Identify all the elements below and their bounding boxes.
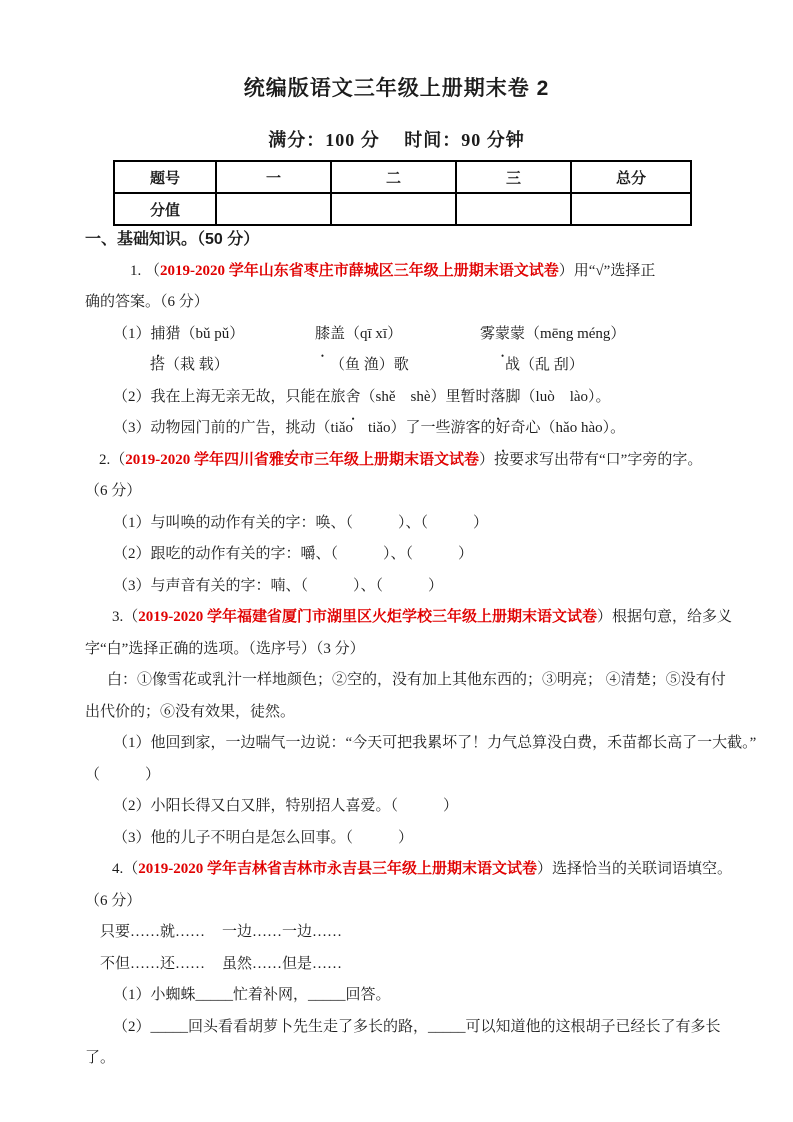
q4-connective-3: 不但……还…… bbox=[100, 955, 206, 972]
q3-sub1-line2: （ ） bbox=[85, 766, 161, 783]
q4-connective-4: 虽然……但是…… bbox=[222, 955, 343, 972]
q1-sub1-item3-dotted-char: 蒙 bbox=[495, 325, 511, 342]
q1-sub1-item3-post: 蒙（mēng méng） bbox=[510, 325, 626, 342]
exam-score-time-line: 满分：100 分 时间：90 分钟 bbox=[268, 130, 525, 150]
q2-number: 2.（ bbox=[99, 451, 126, 468]
q4-sub2-line1: （2）_____回头看看胡萝卜先生走了多长的路，_____可以知道他的这根胡子已经长了有多长 bbox=[113, 1018, 721, 1035]
q3-stem: ）根据句意，给多义 bbox=[597, 609, 733, 625]
q4-connectives-row1 bbox=[85, 917, 708, 949]
q3-definitions-line1: 白：①像雪花或乳汁一样地颜色；②空的，没有加上其他东西的；③明亮； ④清楚；⑤没有付 bbox=[107, 672, 726, 688]
q4-connective-1: 只要……就…… bbox=[100, 924, 206, 940]
exam-body bbox=[85, 224, 757, 1075]
score-table bbox=[113, 160, 692, 226]
q1-source: 2019-2020 学年山东省枣庄市薛城区三年级上册期末语文试卷 bbox=[160, 262, 559, 279]
q1-sub1-item1-pre: （1） bbox=[113, 325, 151, 342]
q1-sub1-item1-post: 猎（bǔ pǔ） bbox=[165, 325, 245, 342]
q1-sub1-item2-post: 盖（qī xī） bbox=[330, 325, 403, 342]
score-table-cell-part2: 二 bbox=[331, 161, 456, 193]
q4-sub2-line2: 了。 bbox=[85, 1050, 116, 1066]
section1-heading: 一、基础知识。（50 分） bbox=[85, 231, 260, 248]
q1-sub2-dotted-char2: 落 bbox=[490, 388, 506, 405]
score-table-cell-value2 bbox=[331, 193, 456, 225]
q1-sub2-text3: 脚（luò lào）。 bbox=[505, 388, 611, 405]
page-title: 统编版语文三年级上册期末卷 2 bbox=[243, 77, 550, 100]
q2-stem: ）按要求写出带有“口”字旁的字。 bbox=[479, 451, 703, 468]
q1-sub1-item2 bbox=[315, 319, 402, 351]
q1-sub2 bbox=[85, 382, 708, 414]
q1-sub2-dotted-char1: 舍 bbox=[345, 388, 361, 405]
q4-source: 2019-2020 学年吉林省吉林市永吉县三年级上册期末语文试卷 bbox=[138, 861, 538, 877]
q1-sub1-item3 bbox=[480, 319, 625, 351]
score-table-cell-value1 bbox=[216, 193, 331, 225]
q2-sub2: （2）跟吃的动作有关的字：嚼、（ ）、（ ） bbox=[113, 546, 474, 562]
q4-sub1: （1）小蜘蛛_____忙着补网，_____回答。 bbox=[113, 987, 391, 1003]
score-table-cell-total: 总分 bbox=[571, 161, 691, 193]
q2-header bbox=[85, 445, 708, 477]
q1-header-cont: 确的答案。（6 分） bbox=[85, 294, 209, 310]
score-table-cell-value3 bbox=[456, 193, 571, 225]
q2-source: 2019-2020 学年四川省雅安市三年级上册期末语文试卷 bbox=[125, 451, 480, 468]
score-table-cell-value-label: 分值 bbox=[114, 193, 216, 225]
q1-sub3-text3: 奇心（hǎo hào）。 bbox=[510, 420, 626, 436]
q3-definitions-line2: 出代价的；⑥没有效果，徒然。 bbox=[85, 703, 296, 720]
q1-sub3-text1: （3）动物园门前的广告， bbox=[113, 420, 286, 436]
q1-header bbox=[85, 256, 708, 288]
q4-number: 4.（ bbox=[112, 861, 139, 877]
q1-sub2-text1: （2）我在上海无亲无故，只能在旅 bbox=[113, 388, 346, 405]
q1-sub1-row2-item3: 战（乱 刮） bbox=[505, 357, 584, 373]
q2-header-cont: （6 分） bbox=[85, 483, 142, 499]
score-table-cell-part1: 一 bbox=[216, 161, 331, 193]
q1-sub1-row1 bbox=[85, 319, 708, 351]
q3-sub3: （3）他的儿子不明白是怎么回事。（ ） bbox=[113, 829, 414, 846]
q4-connectives-row2 bbox=[85, 949, 708, 981]
q4-header-cont: （6 分） bbox=[85, 892, 142, 909]
q1-sub2-text2: （shě shè）里暂时 bbox=[360, 388, 491, 405]
q4-header bbox=[85, 854, 733, 886]
q1-sub1-item1 bbox=[113, 319, 244, 351]
q3-sub2: （2）小阳长得又白又胖，特别招人喜爱。（ ） bbox=[113, 798, 459, 814]
q1-stem: ）用“√”选择正 bbox=[558, 262, 656, 279]
q2-sub3: （3）与声音有关的字：喃、（ ）、（ ） bbox=[113, 577, 444, 594]
score-table-cell-label: 题号 bbox=[114, 161, 216, 193]
q1-sub3-dotted-char1: 挑 bbox=[285, 420, 301, 436]
q1-sub3-text2: 动（tiǎo tiǎo）了一些游客的 bbox=[300, 420, 496, 436]
q1-sub3-dotted-char2: 好 bbox=[495, 420, 511, 436]
score-table-value-row bbox=[114, 193, 691, 225]
q1-sub1-row2-item1: 搭（栽 载） bbox=[150, 357, 229, 373]
q4-connective-2: 一边……一边…… bbox=[222, 924, 343, 940]
q1-number: 1. （ bbox=[130, 262, 161, 279]
score-table-header-row bbox=[114, 161, 691, 193]
q3-number: 3.（ bbox=[112, 609, 139, 625]
q3-header bbox=[85, 602, 733, 634]
q1-sub1-row2 bbox=[85, 350, 708, 382]
q2-sub1: （1）与叫唤的动作有关的字：唤、（ ）、（ ） bbox=[113, 514, 489, 531]
q4-stem: ）选择恰当的关联词语填空。 bbox=[537, 861, 733, 877]
q3-sub1-line1: （1）他回到家，一边喘气一边说：“今天可把我累坏了！力气总算没白费，禾苗都长高了一大截。” bbox=[113, 735, 757, 751]
q1-sub1-item2-dotted-char: 膝 bbox=[315, 325, 331, 342]
q3-source: 2019-2020 学年福建省厦门市湖里区火炬学校三年级上册期末语文试卷 bbox=[138, 609, 598, 625]
q1-sub1-row2-item2: （鱼 渔）歌 bbox=[330, 357, 409, 373]
q3-header-cont: 字“白”选择正确的选项。（选序号）（3 分） bbox=[85, 640, 365, 657]
q1-sub1-item3-pre: 雾 bbox=[480, 325, 496, 342]
score-table-cell-value-total bbox=[571, 193, 691, 225]
q1-sub3 bbox=[85, 413, 708, 445]
score-table-cell-part3: 三 bbox=[456, 161, 571, 193]
q1-sub1-item1-dotted-char: 捕 bbox=[150, 325, 166, 342]
